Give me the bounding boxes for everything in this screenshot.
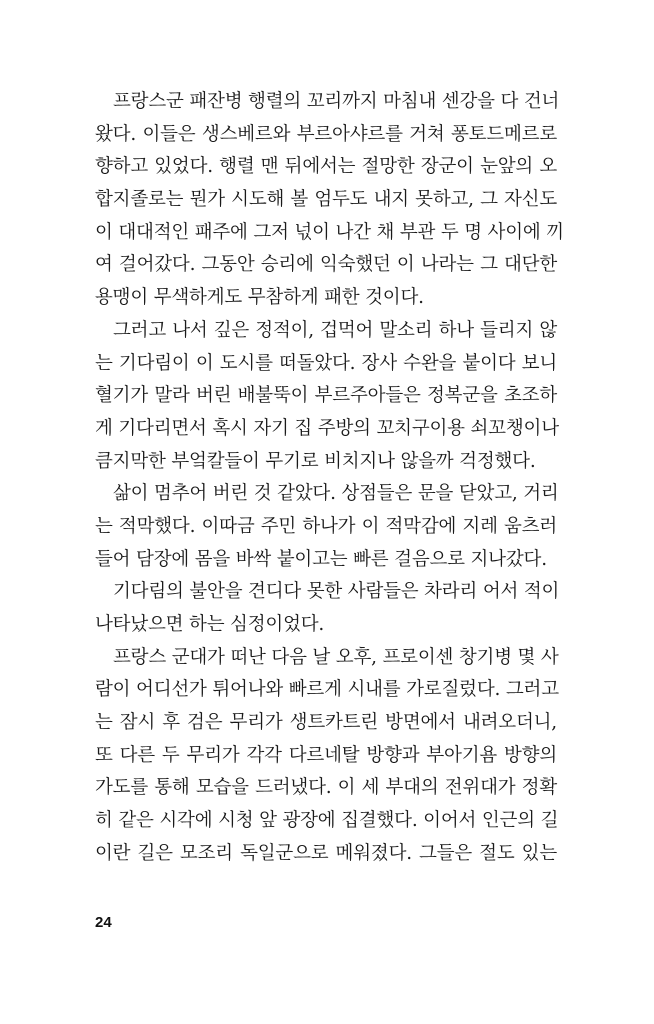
page-body-text	[95, 86, 564, 871]
text-line: 용맹이 무색하게도 무참하게 패한 것이다.	[95, 287, 424, 309]
text-line: 는 기다림이 이 도시를 떠돌았다. 장사 수완을 붙이다 보니	[95, 352, 557, 374]
text-line: 람이 어디선가 튀어나와 빠르게 시내를 가로질렀다. 그러고	[95, 679, 559, 701]
text-line: 그러고 나서 깊은 정적이, 겁먹어 말소리 하나 들리지 않	[113, 319, 557, 341]
text-line: 향하고 있었다. 행렬 맨 뒤에서는 절망한 장군이 눈앞의 오	[95, 156, 557, 178]
text-line: 는 잠시 후 검은 무리가 생트카트린 방면에서 내려오더니,	[95, 712, 557, 734]
text-line: 큼지막한 부엌칼들이 무기로 비치지나 않을까 걱정했다.	[95, 450, 536, 472]
text-line: 또 다른 두 무리가 각각 다르네탈 방향과 부아기욤 방향의	[95, 744, 557, 766]
text-line: 기다림의 불안을 견디다 못한 사람들은 차라리 어서 적이	[113, 581, 560, 603]
text-line: 들어 담장에 몸을 바싹 붙이고는 빠른 걸음으로 지나갔다.	[95, 548, 547, 570]
page-number: 24	[95, 914, 112, 931]
text-line: 삶이 멈추어 버린 것 같았다. 상점들은 문을 닫았고, 거리	[113, 483, 559, 505]
text-line: 나타났으면 하는 심정이었다.	[95, 614, 325, 635]
text-line: 왔다. 이들은 생스베르와 부르아샤르를 거쳐 퐁토드메르로	[95, 123, 557, 145]
text-line: 이 대대적인 패주에 그저 넋이 나간 채 부관 두 명 사이에 끼	[95, 221, 564, 243]
text-line: 히 같은 시각에 시청 앞 광장에 집결했다. 이어서 인근의 길	[95, 810, 559, 832]
text-line: 합지졸로는 뭔가 시도해 볼 엄두도 내지 못하고, 그 자신도	[95, 189, 557, 211]
text-line: 는 적막했다. 이따금 주민 하나가 이 적막감에 지레 움츠러	[95, 515, 557, 537]
text-line: 이란 길은 모조리 독일군으로 메워졌다. 그들은 절도 있는	[95, 842, 557, 864]
text-line: 게 기다리면서 혹시 자기 집 주방의 꼬치구이용 쇠꼬챙이나	[95, 417, 559, 439]
text-line: 프랑스 군대가 떠난 다음 날 오후, 프로이센 창기병 몇 사	[113, 646, 559, 668]
text-line: 프랑스군 패잔병 행렬의 꼬리까지 마침내 센강을 다 건너	[113, 91, 560, 112]
text-line: 가도를 통해 모습을 드러냈다. 이 세 부대의 전위대가 정확	[95, 777, 557, 799]
text-line: 혈기가 말라 버린 배불뚝이 부르주아들은 정복군을 초조하	[95, 385, 557, 407]
text-line: 여 걸어갔다. 그동안 승리에 익숙했던 이 나라는 그 대단한	[95, 254, 557, 276]
